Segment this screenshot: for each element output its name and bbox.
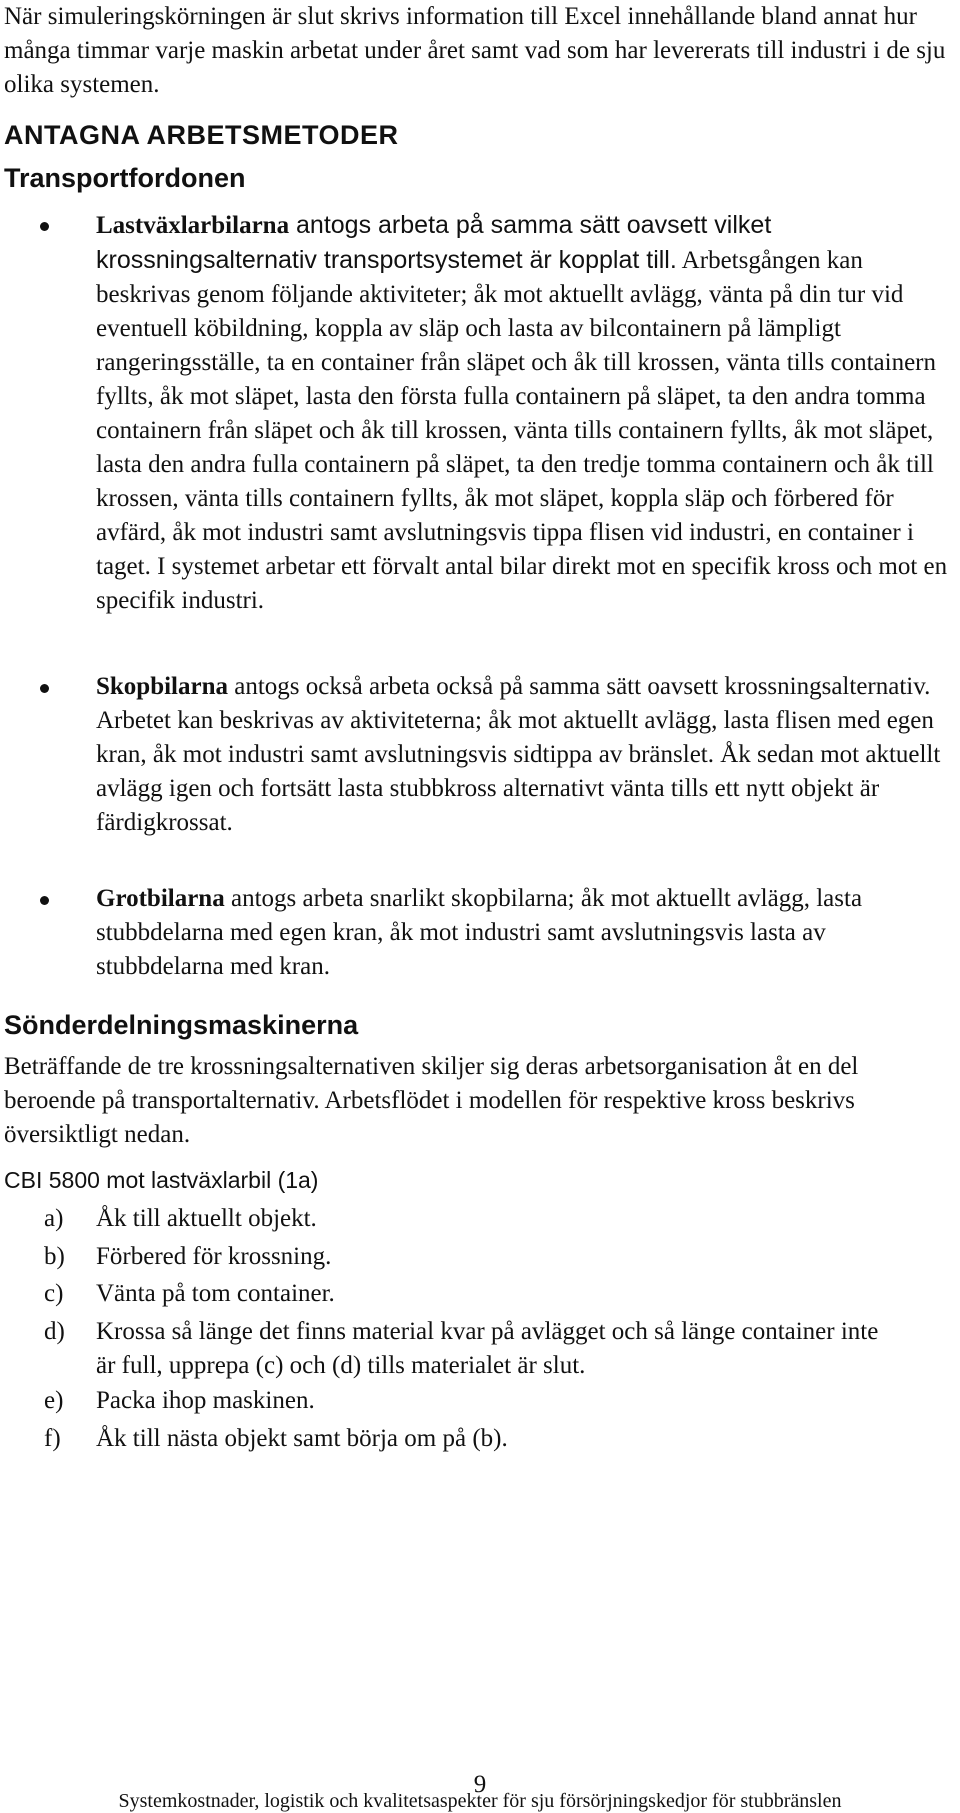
step-marker: a) — [44, 1205, 64, 1232]
bullet-text — [96, 208, 954, 618]
step-text: Packa ihop maskinen. — [96, 1387, 315, 1414]
bullet-term: Skopbilarna — [96, 673, 229, 700]
bullet-icon — [40, 684, 49, 693]
step-marker: b) — [44, 1243, 65, 1270]
bullet-text — [96, 882, 954, 984]
bullet-icon — [40, 896, 49, 905]
bullet-icon — [40, 222, 49, 231]
page-footer: Systemkostnader, logistik och kvalitetsaspekter för sju försörjningskedjor för stubbränslen — [118, 1790, 842, 1812]
step-text: Förbered för krossning. — [96, 1243, 332, 1270]
step-text: Åk till nästa objekt samt börja om på (b). — [96, 1425, 508, 1452]
step-text: Krossa så länge det finns material kvar på avlägget och så länge container inte är full, upprepa (c) och (d) tills materialet är slut. — [96, 1318, 879, 1379]
bullet-rest: Arbetet kan beskrivas av aktiviteterna; åk mot aktuellt avlägg, lasta flisen med egen kran, åk mot industri samt avslutningsvis sidtippa av bränslet. Åk sedan mot aktuellt avlägg igen och fortsätt lasta stubbkross alternativt vänta tills ett nytt objekt är färdigkrossat. — [96, 707, 941, 836]
bullet-rest: Arbetsgången kan beskrivas genom följande aktiviteter; åk mot aktuellt avlägg, vänta på din tur vid eventuell köbildning, koppla av släp och lasta av bilcontainern på lämpligt rangeringsställe, ta en container från släpet och åk till krossen, vänta tills containern fyllts, åk mot släpet, lasta den första fulla containern på släpet, ta den andra tomma containern från släpet och åk till krossen, vänta tills containern fyllts, åk mot släpet, lasta den andra fulla containern på släpet, ta den tredje tomma containern och åk till krossen, vänta tills containern fyllts, åk mot släpet, koppla släp och förbered för avfärd, åk mot industri samt avslutningsvis tippa flisen vid industri, en container i taget. I systemet arbetar ett förvalt antal bilar direkt mot en specifik kross och mot en specifik industri. — [96, 247, 948, 614]
step-marker: c) — [44, 1280, 64, 1307]
step-text: Vänta på tom container. — [96, 1280, 335, 1307]
intro-paragraph: När simuleringskörningen är slut skrivs information till Excel innehållande bland annat hur många timmar varje maskin arbetat under året samt vad som har levererats till industri i de sju olika systemen. — [4, 3, 946, 98]
bullet-term: Grotbilarna — [96, 885, 225, 912]
sonderdelning-paragraph: Beträffande de tre krossningsalternativen skiljer sig deras arbetsorganisation åt en del beroende på transportalternativ. Arbetsflödet i modellen för respektive kross beskrivs översiktligt nedan. — [4, 1053, 859, 1148]
step-text: Åk till aktuellt objekt. — [96, 1205, 317, 1232]
step-marker: d) — [44, 1318, 65, 1345]
subsection-heading-transport: Transportfordonen — [4, 163, 246, 193]
bullet-term: Lastväxlarbilarna — [96, 212, 290, 239]
step-marker: e) — [44, 1387, 64, 1414]
bullet-lead: antogs arbeta på samma sätt oavsett vilket krossningsalternativ transportsystemet är kopplat till. — [96, 211, 772, 274]
bullet-lead: antogs också arbeta också på samma sätt oavsett krossningsalternativ. — [228, 673, 931, 700]
bullet-text — [96, 670, 954, 840]
subsection-heading-cbi: CBI 5800 mot lastväxlarbil (1a) — [4, 1167, 319, 1193]
step-marker: f) — [44, 1425, 61, 1452]
page-number: 9 — [473, 1771, 487, 1798]
bullet-rest: antogs arbeta snarlikt skopbilarna; åk mot aktuellt avlägg, lasta stubbdelarna med egen kran, åk mot industri samt avslutningsvis lasta av stubbdelarna med kran. — [96, 885, 863, 980]
section-heading-methods: ANTAGNA ARBETSMETODER — [4, 120, 399, 150]
subsection-heading-sonderdelning: Sönderdelningsmaskinerna — [4, 1010, 359, 1040]
